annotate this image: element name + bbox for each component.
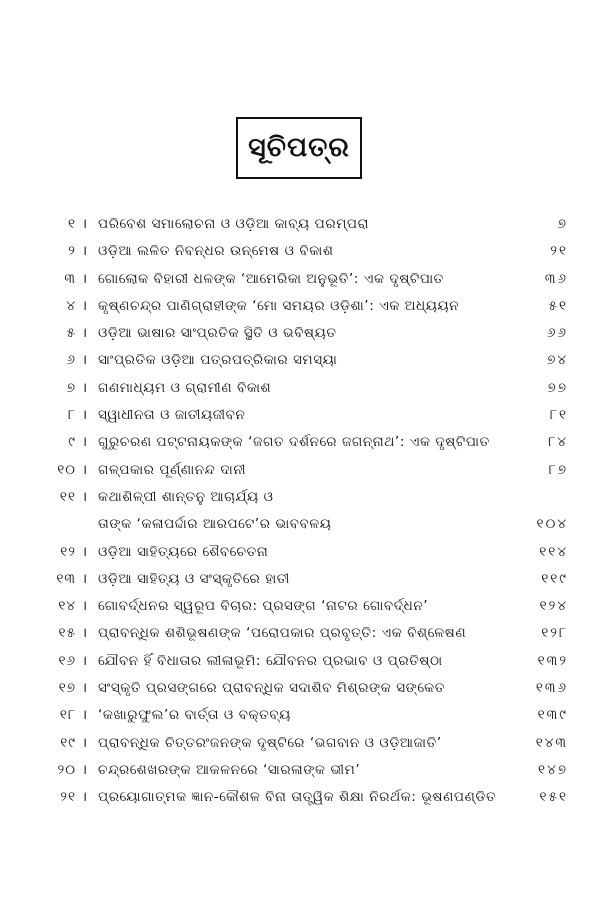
toc-entry-title: ସାଂପ୍ରତିକ ଓଡ଼ିଆ ପତ୍ରପତ୍ରିକାର ସମସ୍ୟା	[98, 352, 338, 369]
toc-entry	[32, 375, 580, 402]
toc-entry-page: ୭୭	[547, 379, 568, 396]
toc-entry-number: ୧୦	[57, 461, 76, 478]
table-of-contents	[32, 211, 580, 812]
toc-entry-title: ଓଡ଼ିଆ ଲଳିତ ନିବନ୍ଧର ଉନ୍ମେଷ ଓ ବିକାଶ	[98, 243, 334, 260]
toc-entry	[32, 320, 580, 347]
toc-entry	[32, 648, 580, 675]
toc-entry-separator: ।	[82, 243, 88, 260]
toc-entry-number: ୧୩	[56, 570, 76, 587]
toc-entry-number: ୧	[67, 216, 76, 232]
toc-entry-number: ୭	[66, 379, 76, 396]
toc-entry-number: ୪	[66, 297, 76, 314]
toc-entry-page: ୮୧	[549, 407, 568, 424]
toc-entry-separator: ।	[82, 680, 88, 697]
toc-entry	[32, 293, 580, 320]
toc-entry-title: ଓଡ଼ିଆ ସାହିତ୍ୟ ଓ ସଂସ୍କୃତିରେ ହାତୀ	[98, 570, 290, 587]
toc-entry-number: ୯	[68, 434, 76, 451]
toc-entry-separator: ।	[82, 625, 88, 642]
toc-entry-page: ୩୬	[544, 270, 568, 287]
toc-entry-title: ଓଡ଼ିଆ ସାହିତ୍ୟରେ ଶୈବଚେତନା	[98, 543, 269, 560]
toc-entry-page: ୭	[557, 216, 568, 232]
toc-entry	[32, 402, 580, 429]
toc-entry-separator: ।	[82, 707, 88, 724]
toc-entry-title: ତାଙ୍କ ‘କଳାପର୍ଦ୍ଦାର ଆରପଟେ’ର ଭାବବଳୟ	[98, 516, 332, 533]
toc-entry-separator: ।	[82, 734, 88, 751]
toc-entry-number: ୩	[64, 270, 76, 287]
toc-entry	[32, 238, 580, 265]
toc-entry-separator: ।	[82, 652, 88, 669]
toc-entry-number: ୧୧	[59, 488, 76, 505]
toc-entry-title: ଓଡ଼ିଆ ଭାଷାର ସାଂପ୍ରତିକ ସ୍ଥିତି ଓ ଭବିଷ୍ୟତ	[98, 325, 337, 342]
toc-entry-title: ଗଣମାଧ୍ୟମ ଓ ଗ୍ରାମୀଣ ବିକାଶ	[98, 379, 272, 396]
toc-entry-number: ୧୮	[59, 707, 76, 724]
toc-entry-page: ୧୪୭	[538, 761, 568, 778]
toc-entry	[32, 675, 580, 702]
toc-entry-title: ପ୍ରାବନ୍ଧିକ ଚିତ୍ତରଂଜନଙ୍କ ଦୃଷ୍ଟିରେ ‘ଭଗବାନ ଓ ଓଡ଼ିଆଜାତି’	[98, 734, 442, 751]
toc-entry	[32, 511, 580, 538]
toc-entry-separator: ।	[82, 543, 88, 560]
toc-entry-separator: ।	[82, 434, 88, 451]
toc-entry-number: ୧୨	[60, 543, 76, 560]
toc-entry-separator: ।	[82, 407, 88, 424]
toc-entry-separator: ।	[82, 379, 88, 396]
toc-entry-number: ୧୭	[58, 680, 76, 697]
toc-entry	[32, 620, 580, 647]
toc-entry-title: ସଂସ୍କୃତି ପ୍ରସଙ୍ଗରେ ପ୍ରାବନ୍ଧିକ ସଦାଶିବ ମିଶ୍ରଙ୍କ ସଙ୍କେତ	[98, 680, 445, 697]
toc-entry-separator: ।	[82, 325, 88, 342]
toc-entry-separator: ।	[82, 761, 88, 778]
toc-entry-separator: ।	[82, 598, 88, 615]
toc-entry-page: ୧୫୧	[539, 789, 568, 806]
toc-entry-page: ୧୧୪	[539, 543, 568, 560]
toc-entry-title: ପରିବେଶ ସମାଲୋଚନା ଓ ଓଡ଼ିଆ କାବ୍ୟ ପରମ୍ପରା	[98, 216, 369, 232]
toc-entry-separator: ।	[82, 297, 88, 314]
toc-entry	[32, 593, 580, 620]
toc-entry	[32, 484, 580, 511]
toc-entry	[32, 347, 580, 374]
toc-entry-title: ସ୍ୱାଧୀନତା ଓ ଜାତୀୟଜୀବନ	[98, 407, 246, 424]
toc-entry	[32, 784, 580, 811]
toc-entry-page: ୧୪୩	[535, 734, 568, 751]
toc-entry-title: ଚନ୍ଦ୍ରଶେଖରଙ୍କ ଆକଳନରେ ‘ସାରଳାଙ୍କ ଭୀମ’	[98, 761, 361, 778]
toc-entry-number: ୧୫	[58, 625, 76, 642]
toc-entry	[32, 702, 580, 729]
toc-entry-page: ୧୨୮	[541, 625, 568, 642]
toc-entry-title: ଯୌବନ ହିଁ ବିଧାତାର ଲୀଳାଭୂମି: ଯୌବନର ପ୍ରଭାବ ଓ ପ୍ରତିଷ୍ଠା	[98, 652, 443, 669]
toc-entry-number: ୨୧	[60, 789, 76, 806]
page-title: ସୂଚିପତ୍ର	[236, 117, 362, 179]
toc-entry-page: ୬୬	[547, 325, 568, 342]
toc-entry-title: ଗୋଲୋକ ବିହାରୀ ଧଳଙ୍କ ‘ଆମେରିକା ଅନୁଭୂତି’: ଏକ ଦୃଷ୍ଟିପାତ	[98, 270, 444, 287]
toc-entry-number: ୮	[67, 407, 76, 424]
toc-entry-title: କଥାଶିଳ୍ପୀ ଶାନ୍ତନୁ ଆଚାର୍ଯ୍ୟ ଓ	[98, 488, 274, 505]
toc-entry-number: ୬	[66, 352, 76, 369]
toc-entry-page: ୧୩୨	[537, 652, 568, 669]
toc-entry-title: ପ୍ରୟୋଗାତ୍ମକ ଜ୍ଞାନ-କୌଶଳ ବିନା ତାତ୍ତ୍ୱିକ ଶିକ୍ଷା ନିରର୍ଥକ: ଭୂଷଣପଣ୍ଡିତ	[98, 789, 497, 806]
toc-entry-separator: ।	[82, 216, 88, 232]
toc-entry-title: କୃଷ୍ଣଚନ୍ଦ୍ର ପାଣିଗ୍ରାହୀଙ୍କ ‘ମୋ ସମୟର ଓଡ଼ିଶା’: ଏକ ଅଧ୍ୟୟନ	[98, 297, 460, 314]
toc-entry-title: ପ୍ରାବନ୍ଧିକ ଶଶିଭୂଷଣଙ୍କ ‘ପରୋପକାର ପ୍ରବୃତ୍ତି: ଏକ ବିଶ୍ଳେଷଣ	[98, 625, 467, 642]
toc-entry-page: ୨୧	[550, 243, 568, 260]
toc-entry-title: ଗଳ୍ପକାର ପୂର୍ଣ୍ଣାନନ୍ଦ ଦାନୀ	[98, 461, 247, 478]
toc-entry-page: ୧୩୬	[535, 680, 568, 697]
toc-entry-title: ‘କଖାରୁଫୁଲ’ର ବାର୍ତ୍ତା ଓ ବକ୍ତବ୍ୟ	[98, 707, 291, 724]
toc-entry-title: ଗୋବର୍ଦ୍ଧନର ସ୍ୱରୂପ ବିଚାର: ପ୍ରସଙ୍ଗ ‘ନାଟର ଗୋବର୍ଦ୍ଧନ’	[98, 598, 429, 615]
toc-entry	[32, 457, 580, 484]
toc-entry	[32, 429, 580, 456]
toc-entry-separator: ।	[82, 789, 88, 806]
toc-entry-page: ୮୭	[548, 461, 568, 478]
toc-entry-page: ୧୩୯	[537, 707, 568, 724]
toc-entry-separator: ।	[82, 488, 88, 505]
toc-entry-number: ୨୦	[57, 761, 76, 778]
toc-entry-page: ୫୧	[548, 297, 568, 314]
toc-entry	[32, 539, 580, 566]
toc-entry-number: ୫	[66, 325, 76, 342]
toc-entry-number: ୨	[68, 243, 76, 260]
toc-entry-separator: ।	[82, 570, 88, 587]
toc-entry-separator: ।	[82, 352, 88, 369]
toc-entry	[32, 266, 580, 293]
toc-entry-page: ୧୦୪	[536, 516, 568, 533]
toc-entry-page: ୭୪	[547, 352, 568, 369]
toc-entry	[32, 757, 580, 784]
toc-entry-page: ୮୪	[548, 434, 568, 451]
toc-entry	[32, 730, 580, 757]
toc-entry-number: ୧୪	[58, 598, 76, 615]
toc-entry	[32, 211, 580, 238]
toc-entry	[32, 566, 580, 593]
toc-entry-number: ୧୬	[58, 652, 76, 669]
toc-entry-separator: ।	[82, 461, 88, 478]
toc-entry-page: ୧୨୪	[539, 598, 568, 615]
toc-entry-title: ଗୁରୁଚରଣ ପଟ୍ଟନାୟକଙ୍କ ‘ଜଗତ ଦର୍ଶନରେ ଜଗନ୍ନାଥ’: ଏକ ଦୃଷ୍ଟିପାତ	[98, 434, 490, 451]
toc-entry-separator: ।	[82, 270, 88, 287]
toc-entry-page: ୧୧୯	[541, 570, 568, 587]
toc-entry-number: ୧୯	[60, 734, 76, 751]
